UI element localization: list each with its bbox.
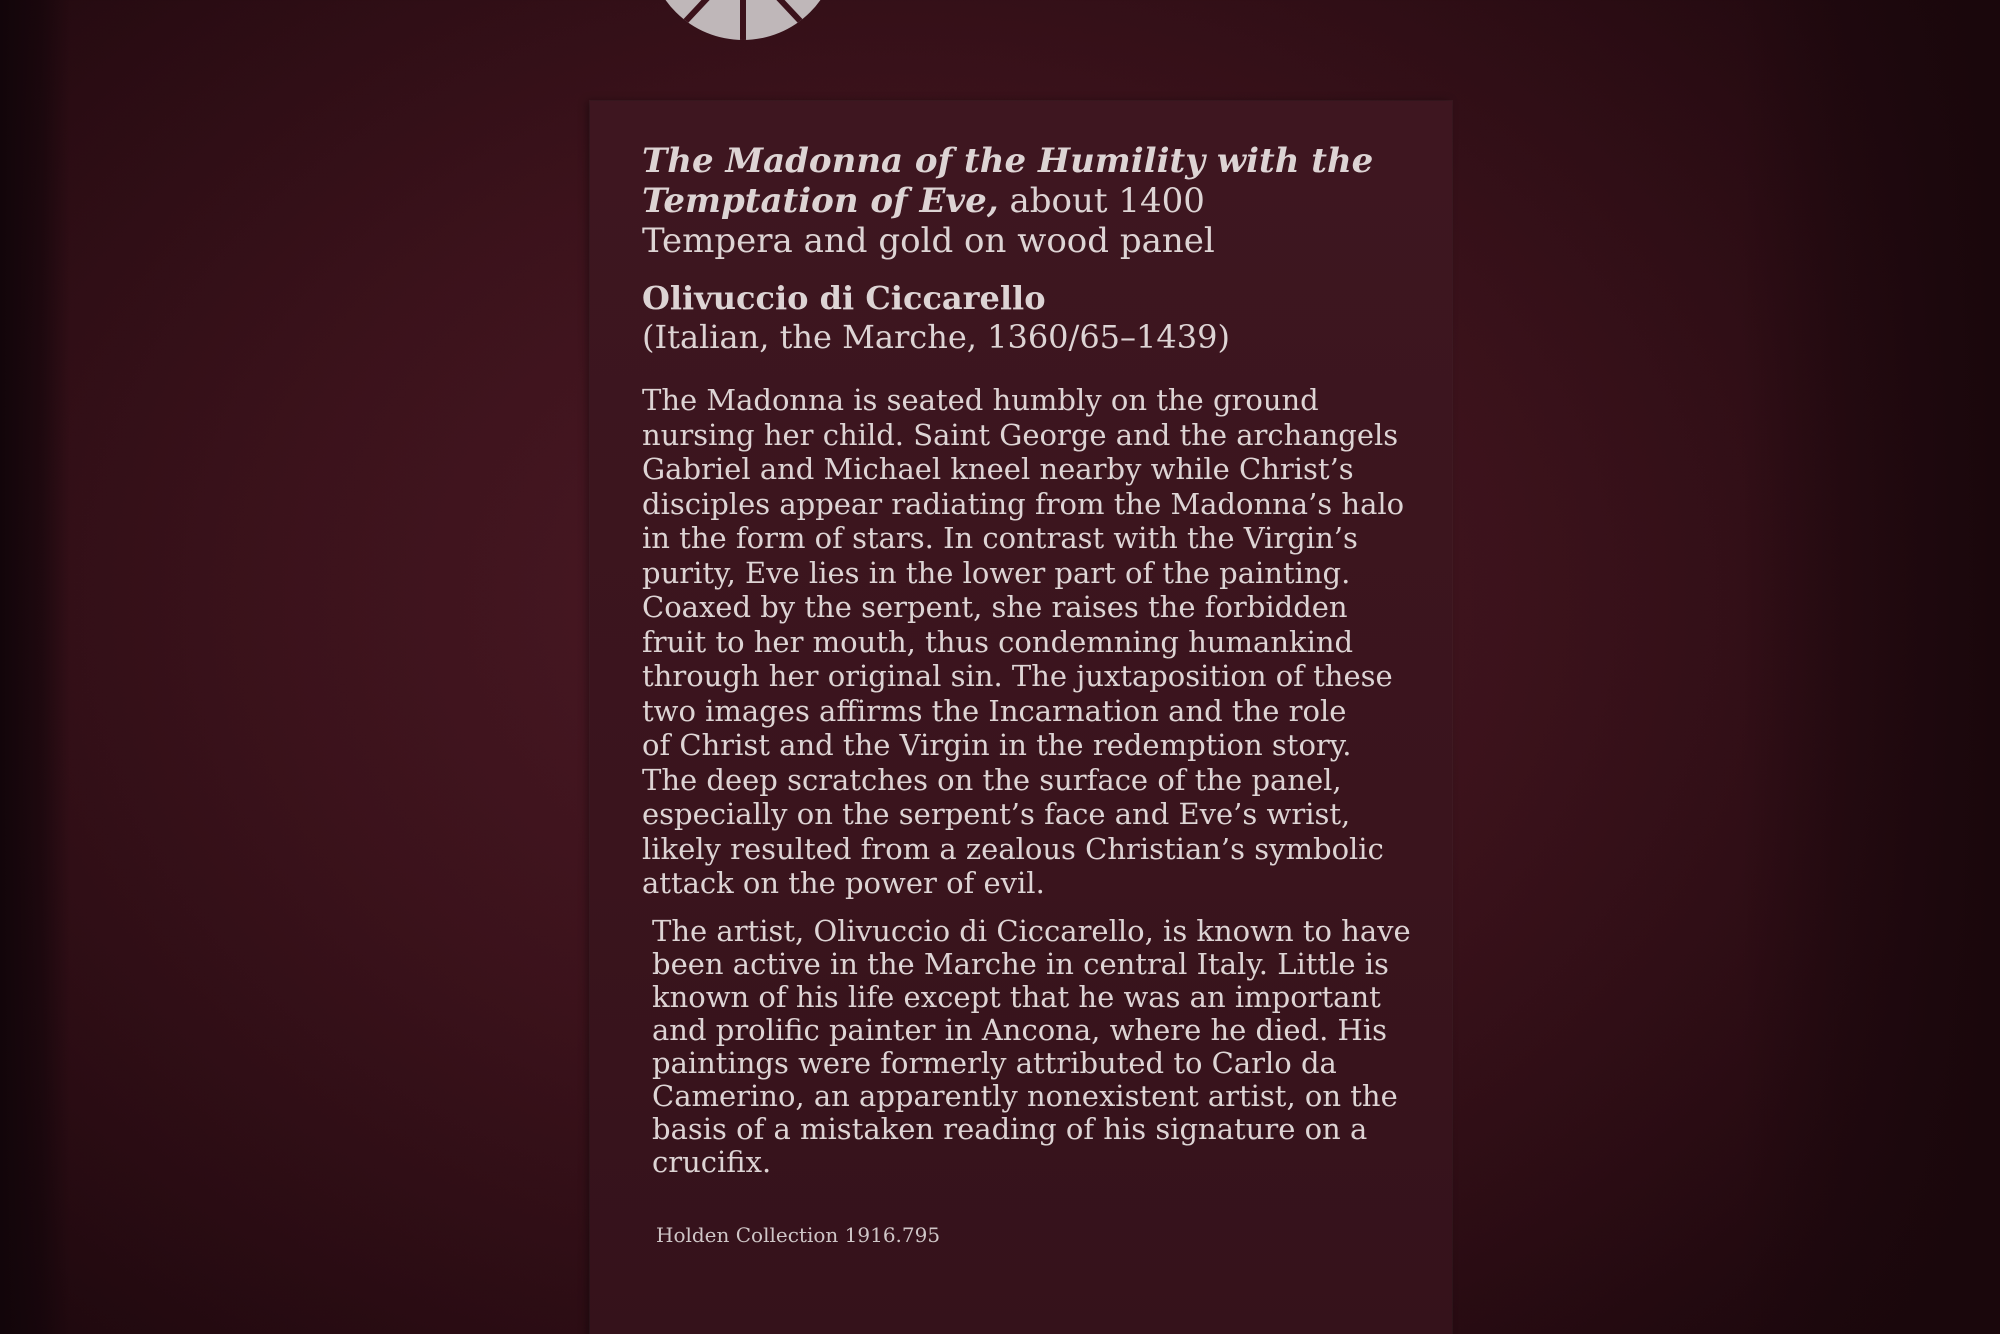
wall-shadow-right bbox=[1740, 0, 2000, 1334]
artist-info: (Italian, the Marche, 1360/65–1439) bbox=[642, 318, 1230, 356]
wall-shadow-left bbox=[0, 0, 70, 1334]
artist-name: Olivuccio di Ciccarello bbox=[642, 279, 1046, 317]
artwork-date: about 1400 bbox=[998, 181, 1205, 221]
description-paragraph-2: The artist, Olivuccio di Ciccarello, is known to have been active in the Marche in central Italy. Little is known of his life except that he was an important and prolific painter in Ancona, where he died. His paintings were formerly attributed to Carlo da Camerino, an apparently nonexistent artist, on the basis of a mistaken reading of his signature on a crucifix. bbox=[652, 913, 1411, 1179]
artwork-title-line bbox=[642, 141, 1432, 221]
artwork-title: The Madonna of the Humility with the Temptation of Eve, bbox=[642, 141, 1374, 221]
credit-line: Holden Collection 1916.795 bbox=[656, 1222, 941, 1247]
artwork-medium: Tempera and gold on wood panel bbox=[642, 221, 1215, 261]
label-text bbox=[642, 141, 1432, 1247]
museum-logo bbox=[648, 0, 838, 40]
description-paragraph-1: The Madonna is seated humbly on the ground nursing her child. Saint George and the archangels Gabriel and Michael kneel nearby while Christ’s disciples appear radiating from the Madonna’s halo in the form of stars. In contrast with the Virgin’s purity, Eve lies in the lower part of the painting. Coaxed by the serpent, she raises the forbidden fruit to her mouth, thus condemning humankind through her original sin. The juxtaposition of these two images affirms the Incarnation and the role of Christ and the Virgin in the redemption story. The deep scratches on the surface of the panel, especially on the serpent’s face and Eve’s wrist, likely resulted from a zealous Christian’s symbolic attack on the power of evil. bbox=[642, 383, 1405, 900]
wall-label bbox=[590, 101, 1452, 1334]
